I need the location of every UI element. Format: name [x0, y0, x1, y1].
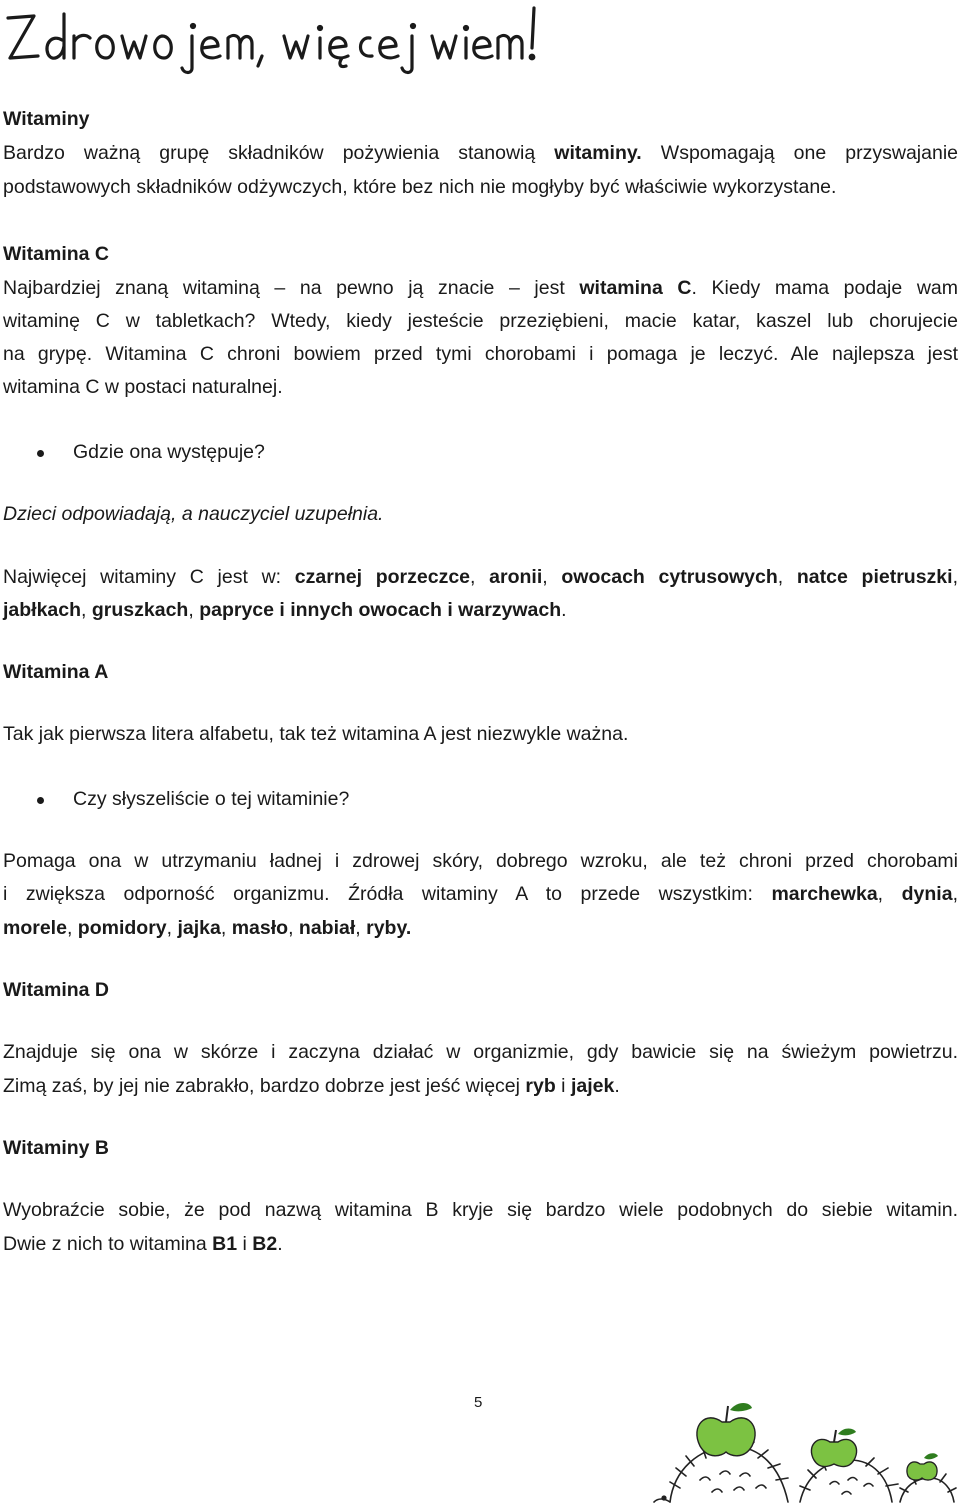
heading-witaminy-b: Witaminy B — [3, 1137, 110, 1159]
heading-witamina-a: Witamina A — [3, 661, 109, 683]
page-number: 5 — [474, 1394, 483, 1411]
paragraph-line: na grypę. Witamina C chroni bowiem przed tymi chorobami i pomaga je leczyć. Ale najlepsza jest — [3, 343, 958, 365]
heading-witamina-c: Witamina C — [3, 243, 110, 265]
paragraph-line: i zwiększa odporność organizmu. Źródła witaminy A to przede wszystkim: marchewka, dynia, — [3, 883, 958, 905]
teacher-note: Dzieci odpowiadają, a nauczyciel uzupełnia. — [3, 503, 384, 525]
paragraph-line: Znajduje się ona w skórze i zaczyna działać w organizmie, gdy bawicie się na świeżym powietrzu. — [3, 1041, 958, 1063]
sources-line: jabłkach, gruszkach, papryce i innych owocach i warzywach. — [3, 599, 567, 621]
hedgehog-apples-illustration — [650, 1370, 960, 1505]
paragraph-line: podstawowych składników odżywczych, które bez nich nie mogłyby być właściwie wykorzystane. — [3, 176, 837, 198]
bullet-question-c: Gdzie ona występuje? — [73, 441, 265, 463]
paragraph-line: Najbardziej znaną witaminą – na pewno ją znacie – jest witamina C. Kiedy mama podaje wam — [3, 277, 959, 299]
paragraph-line: Pomaga ona w utrzymaniu ładnej i zdrowej skóry, dobrego wzroku, ale też chroni przed chorobami — [3, 850, 958, 872]
paragraph-line: Wyobraźcie sobie, że pod nazwą witamina B kryje się bardzo wiele podobnych do siebie witamin. — [3, 1199, 958, 1221]
paragraph-line: witamina C w postaci naturalnej. — [3, 376, 283, 398]
heading-witamina-d: Witamina D — [3, 979, 110, 1001]
paragraph-line: witaminę C w tabletkach? Wtedy, kiedy jesteście przeziębieni, macie katar, kaszel lub chorujecie — [3, 310, 958, 332]
page-title-handwriting — [0, 0, 560, 75]
paragraph-line: Dwie z nich to witamina B1 i B2. — [3, 1233, 283, 1255]
paragraph-line: morele, pomidory, jajka, masło, nabiał, ryby. — [3, 917, 412, 939]
bullet-question-a: Czy słyszeliście o tej witaminie? — [73, 788, 350, 810]
paragraph-line: Bardzo ważną grupę składników pożywienia stanowią witaminy. Wspomagają one przyswajanie — [3, 142, 958, 164]
bullet-dot — [37, 450, 44, 457]
heading-witaminy: Witaminy — [3, 108, 90, 130]
bullet-dot — [37, 797, 44, 804]
paragraph-line: Zimą zaś, by jej nie zabrakło, bardzo dobrze jest jeść więcej ryb i jajek. — [3, 1075, 620, 1097]
sources-line: Najwięcej witaminy C jest w: czarnej porzeczce, aronii, owocach cytrusowych, natce pietruszki, — [3, 566, 958, 588]
paragraph-line: Tak jak pierwsza litera alfabetu, tak też witamina A jest niezwykle ważna. — [3, 723, 629, 745]
